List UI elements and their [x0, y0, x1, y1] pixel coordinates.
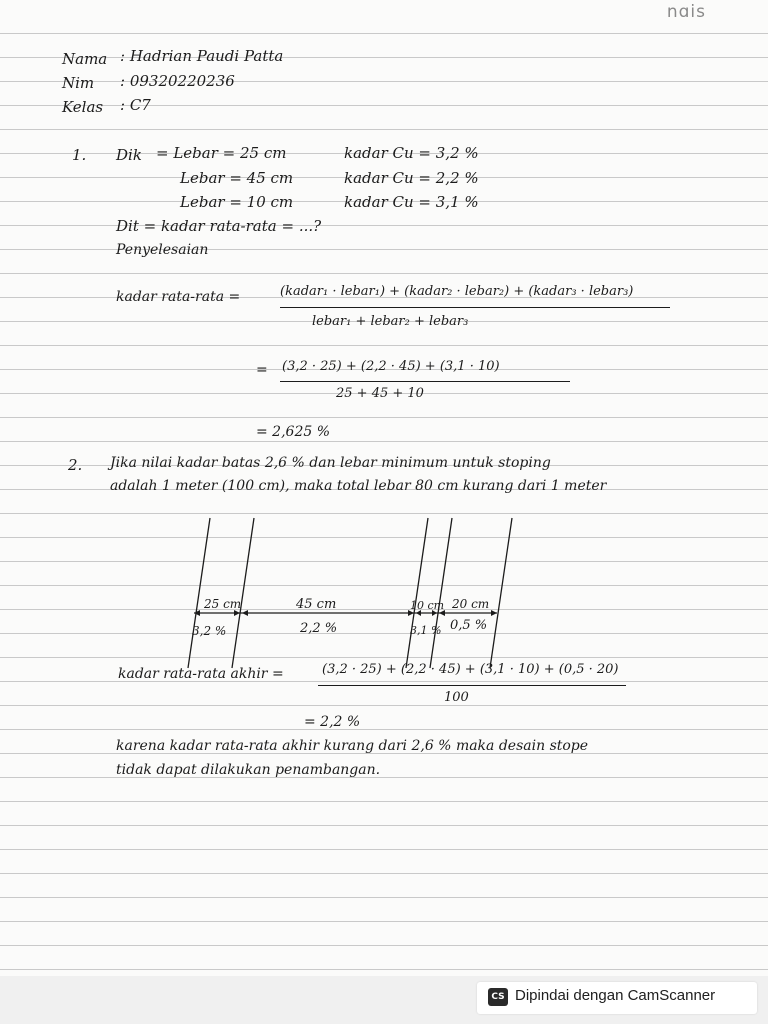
boundary-line-2: [232, 518, 254, 668]
boundary-line-1: [188, 518, 210, 668]
q2-text-line-2: adalah 1 meter (100 cm), maka total lebar 80 cm kurang dari 1 meter: [110, 478, 607, 494]
camscanner-logo-icon: CS: [488, 988, 508, 1006]
q1-dik: Dik: [116, 146, 142, 164]
arrowhead: [491, 610, 497, 616]
q2-grade-3: 3,1 %: [410, 624, 442, 637]
q1-step-equals: =: [256, 362, 268, 378]
q1-given-3-kadar: kadar Cu = 3,1 %: [344, 193, 479, 211]
q1-step-denominator: 25 + 45 + 10: [336, 386, 424, 401]
boundary-line-5: [490, 518, 512, 668]
q2-grade-4: 0,5 %: [450, 618, 488, 633]
q1-number: 1.: [72, 146, 87, 164]
q2-width-1: 25 cm: [204, 597, 242, 611]
boundary-line-4: [430, 518, 452, 668]
q1-dit: Dit = kadar rata-rata = ...?: [116, 217, 322, 235]
q2-final-fraction-bar: [318, 685, 626, 686]
q1-formula-denominator: lebar₁ + lebar₂ + lebar₃: [312, 314, 469, 329]
camscanner-text: Dipindai dengan CamScanner: [515, 987, 716, 1004]
q2-conclusion-line-2: tidak dapat dilakukan penambangan.: [116, 762, 381, 778]
q1-penyelesaian: Penyelesaian: [116, 242, 209, 258]
nama-label: Nama: [62, 50, 108, 68]
q1-given-3-lebar: Lebar = 10 cm: [180, 193, 294, 211]
q2-final-lhs: kadar rata-rata akhir =: [118, 666, 284, 682]
q2-width-2: 45 cm: [296, 597, 337, 612]
arrowhead: [242, 610, 248, 616]
brand-mark: nɑis: [666, 2, 706, 22]
q1-given-2-lebar: Lebar = 45 cm: [180, 169, 294, 187]
q1-formula-lhs: kadar rata-rata =: [116, 289, 241, 305]
nim-value: : 09320220236: [120, 72, 235, 90]
nama-value: : Hadrian Paudi Patta: [120, 47, 284, 65]
q2-width-4: 20 cm: [452, 597, 490, 611]
q1-given-2-kadar: kadar Cu = 2,2 %: [344, 169, 479, 187]
q2-conclusion-line-1: karena kadar rata-rata akhir kurang dari 2,6 % maka desain stope: [116, 738, 589, 754]
q1-given-1-lebar: = Lebar = 25 cm: [156, 144, 287, 162]
boundary-line-3: [406, 518, 428, 668]
q2-width-3: 10 cm: [410, 599, 445, 612]
nim-label: Nim: [62, 74, 95, 92]
q2-final-result: = 2,2 %: [304, 714, 361, 730]
q2-grade-2: 2,2 %: [300, 621, 338, 636]
q2-grade-1: 3,2 %: [192, 624, 227, 638]
q2-final-numerator: (3,2 · 25) + (2,2 · 45) + (3,1 · 10) + (0,5 · 20): [322, 662, 619, 677]
q1-step-numerator: (3,2 · 25) + (2,2 · 45) + (3,1 · 10): [282, 359, 500, 374]
q1-result: = 2,625 %: [256, 424, 331, 440]
kelas-value: : C7: [120, 96, 151, 114]
q1-formula-numerator: (kadar₁ · lebar₁) + (kadar₂ · lebar₂) + (kadar₃ · lebar₃): [280, 284, 634, 299]
kelas-label: Kelas: [62, 98, 104, 116]
q2-text-line-1: Jika nilai kadar batas 2,6 % dan lebar minimum untuk stoping: [110, 455, 551, 471]
q2-final-denominator: 100: [444, 690, 469, 705]
q1-given-1-kadar: kadar Cu = 3,2 %: [344, 144, 479, 162]
q2-number: 2.: [68, 456, 83, 474]
